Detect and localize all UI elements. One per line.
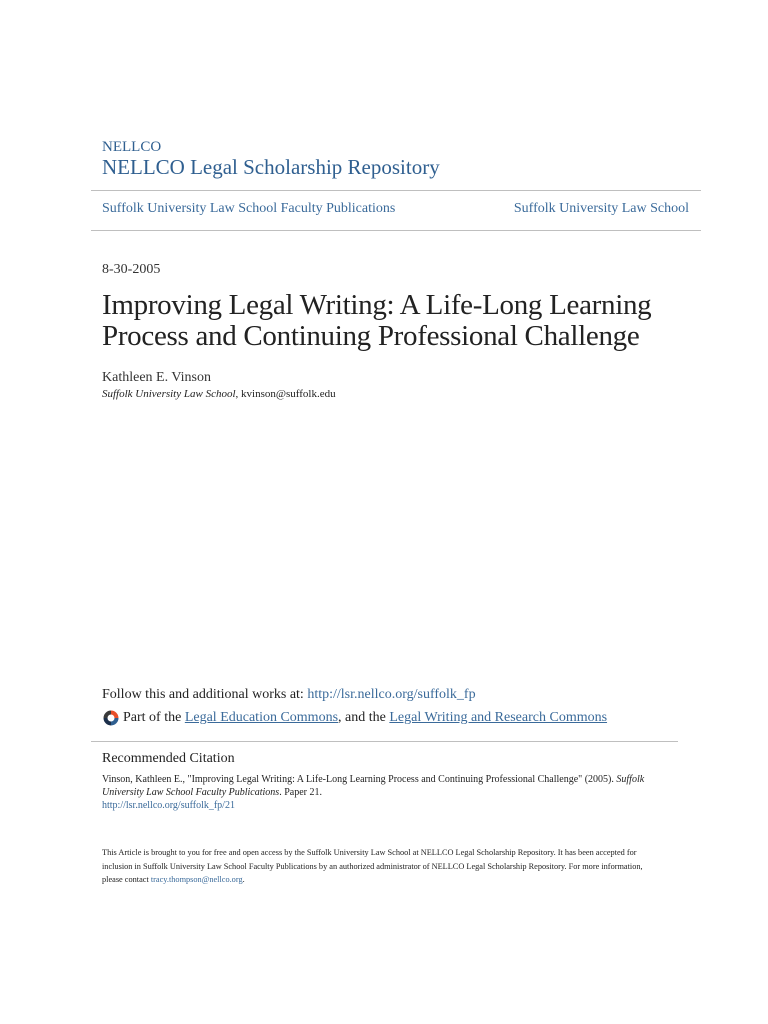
access-note-end: . <box>242 875 245 884</box>
author-email: kvinson@suffolk.edu <box>241 388 336 400</box>
citation-url-link[interactable]: http://lsr.nellco.org/suffolk_fp/21 <box>102 800 235 811</box>
article-title: Improving Legal Writing: A Life-Long Learning Process and Continuing Professional Challenge <box>102 289 652 352</box>
citation-text <box>102 773 672 812</box>
publication-date: 8-30-2005 <box>102 262 161 277</box>
follow-line <box>102 687 476 703</box>
school-link[interactable]: Suffolk University Law School <box>513 201 689 216</box>
access-note-text: This Article is brought to you for free and open access by the Suffolk University Law School at NELLCO Legal Scholarship Repository. It has been accepted for inclusion in Suffolk University Law School Faculty Publications by an authorized administrator of NELLCO Legal Scholarship Repository. For more information, please contact <box>102 848 643 884</box>
legal-education-commons-link[interactable]: Legal Education Commons <box>184 710 339 725</box>
author-institution: Suffolk University Law School <box>102 388 236 400</box>
citation-divider <box>91 741 678 742</box>
header-bottom-divider <box>91 230 701 231</box>
author-name: Kathleen E. Vinson <box>102 370 211 385</box>
header-top-divider <box>91 190 701 191</box>
citation-text-b: . Paper 21. <box>279 787 322 798</box>
repo-title-link[interactable]: NELLCO Legal Scholarship Repository <box>102 155 440 179</box>
part-of-line <box>102 709 607 727</box>
follow-text: Follow this and additional works at: <box>102 687 308 702</box>
access-note <box>102 846 662 887</box>
legal-writing-commons-link[interactable]: Legal Writing and Research Commons <box>389 710 608 725</box>
follow-url-link[interactable]: http://lsr.nellco.org/suffolk_fp <box>307 687 476 702</box>
citation-series: Suffolk University Law School Faculty Publications <box>102 774 645 798</box>
series-link[interactable]: Suffolk University Law School Faculty Publications <box>102 201 396 216</box>
recommended-citation-heading: Recommended Citation <box>102 751 235 766</box>
citation-text-a: Vinson, Kathleen E., "Improving Legal Writing: A Life-Long Learning Process and Continuing Professional Challenge" (2005). <box>102 774 617 785</box>
affiliation-separator: , <box>235 388 242 400</box>
part-of-prefix: Part of the <box>123 710 182 725</box>
contact-email-link[interactable]: tracy.thompson@nellco.org <box>150 875 243 884</box>
repo-short-link[interactable]: NELLCO <box>102 139 162 155</box>
part-of-middle: , and the <box>338 710 386 725</box>
author-affiliation <box>102 388 336 400</box>
commons-network-icon <box>102 709 120 727</box>
